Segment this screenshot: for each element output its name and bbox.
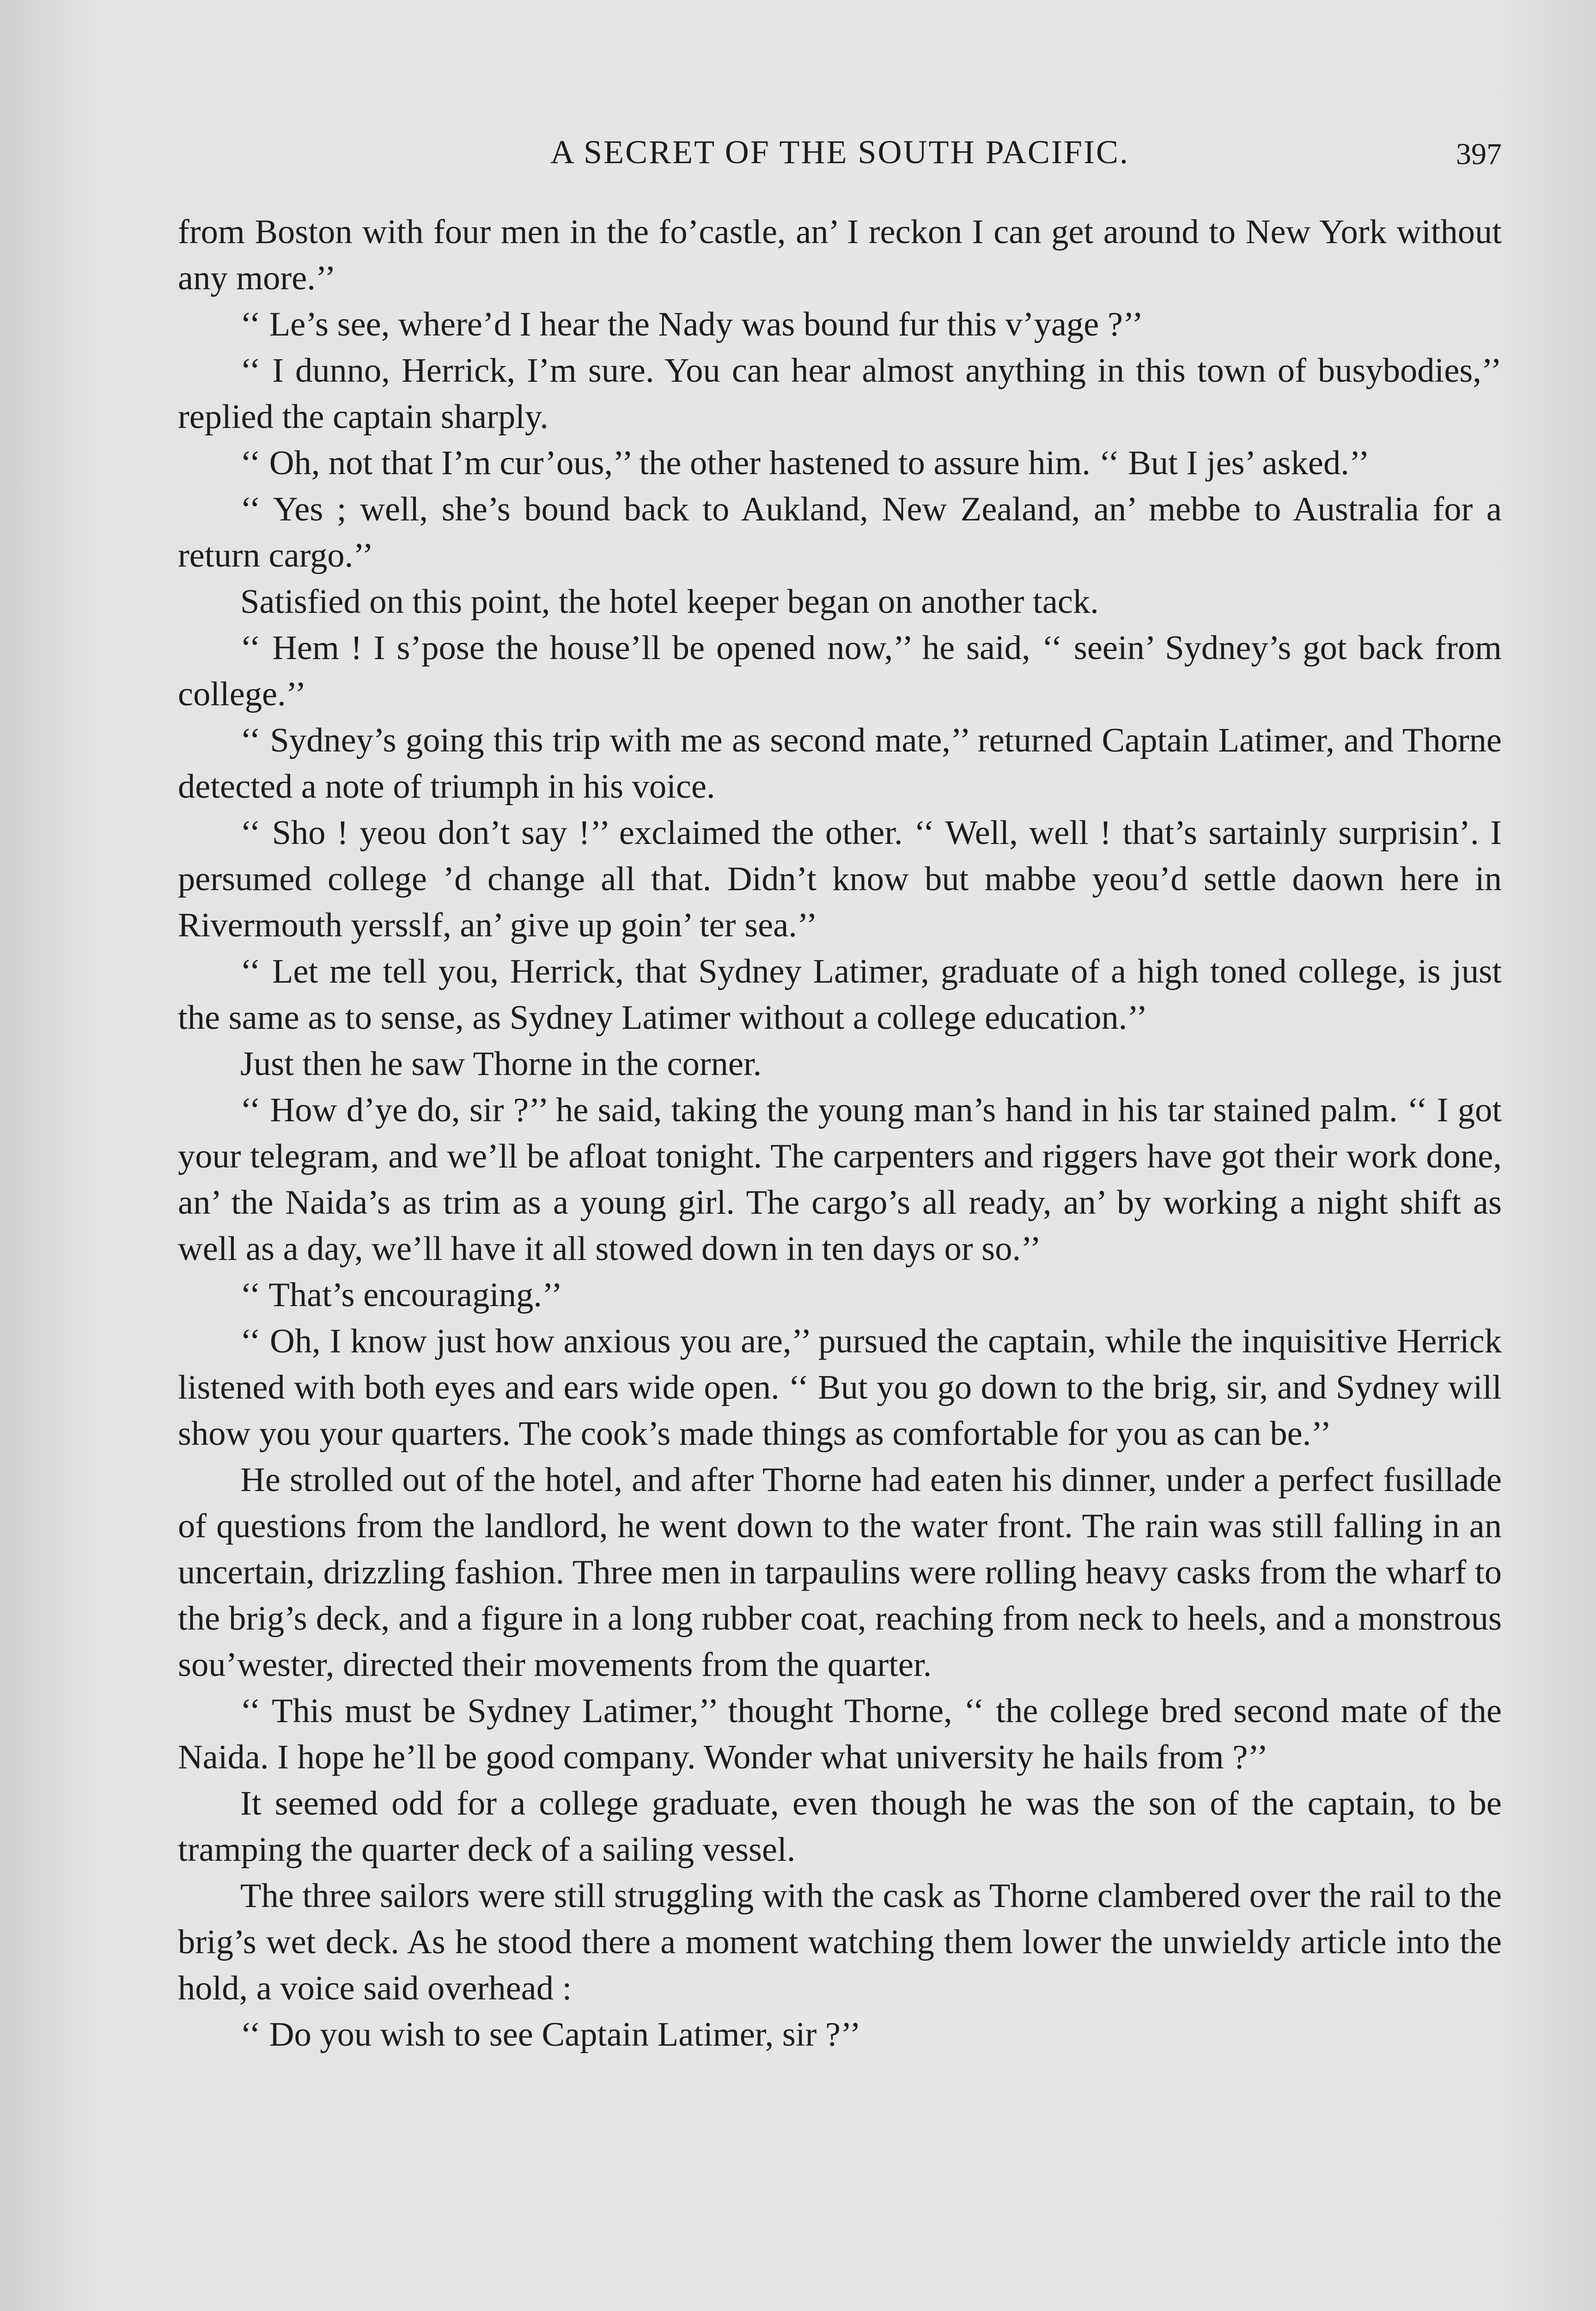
paragraph: ‘‘ This must be Sydney Latimer,’’ thought Thorne, ‘‘ the college bred second mate of the Naida. I hope he’ll be good company. Wonder what university he hails from ?’’ [178, 1692, 1502, 1776]
paragraph: Just then he saw Thorne in the corner. [240, 1045, 762, 1083]
paragraph: from Boston with four men in the fo’castle, an’ I reckon I can get around to New York without any more.’’ [178, 213, 1502, 297]
paragraph: ‘‘ Hem ! I s’pose the house’ll be opened now,’’ he said, ‘‘ seein’ Sydney’s got back from college.’’ [178, 629, 1502, 713]
page-header [178, 133, 1502, 184]
paragraph: ‘‘ Oh, not that I’m cur’ous,’’ the other hastened to assure him. ‘‘ But I jes’ asked.’’ [240, 444, 1370, 482]
paragraph: ‘‘ I dunno, Herrick, I’m sure. You can hear almost anything in this town of busybodies,’’ replied the captain sharply. [178, 352, 1502, 436]
running-title: A SECRET OF THE SOUTH PACIFIC. [550, 134, 1129, 171]
paragraph: ‘‘ Yes ; well, she’s bound back to Aukland, New Zealand, an’ mebbe to Australia for a return cargo.’’ [178, 490, 1502, 575]
paragraph: ‘‘ Sydney’s going this trip with me as second mate,’’ returned Captain Latimer, and Thorne detected a note of triumph in his voice. [178, 721, 1502, 806]
paragraph: He strolled out of the hotel, and after Thorne had eaten his dinner, under a perfect fusillade of questions from the landlord, he went down to the water front. The rain was still falling in an uncertain, drizzling fashion. Three men in tarpaulins were rolling heavy casks from the wharf to the brig’s deck, and a figure in a long rubber coat, reaching from neck to heels, and a monstrous sou’wester, directed their movements from the quarter. [178, 1461, 1502, 1684]
paragraph: ‘‘ Sho ! yeou don’t say !’’ exclaimed the other. ‘‘ Well, well ! that’s sartainly surprisin’. I persumed college ’d change all that. Didn’t know but mabbe yeou’d settle daown here in Rivermouth yersslf, an’ give up goin’ ter sea.’’ [178, 814, 1502, 944]
paragraph: ‘‘ Oh, I know just how anxious you are,’’ pursued the captain, while the inquisitive Herrick listened with both eyes and ears wide open. ‘‘ But you go down to the brig, sir, and Sydney will show you your quarters. The cook’s made things as comfortable for you as can be.’’ [178, 1322, 1502, 1453]
paragraph: It seemed odd for a college graduate, even though he was the son of the captain, to be tramping the quarter deck of a sailing vessel. [178, 1785, 1502, 1869]
paragraph: ‘‘ Le’s see, where’d I hear the Nady was bound fur this v’yage ?’’ [240, 306, 1144, 343]
paragraph: ‘‘ How d’ye do, sir ?’’ he said, taking the young man’s hand in his tar stained palm. ‘‘ I got your telegram, and we’ll be afloat tonight. The carpenters and riggers have got their work done, an’ the Naida’s as trim as a young girl. The cargo’s all ready, an’ by working a night shift as well as a day, we’ll have it all stowed down in ten days or so.’’ [178, 1091, 1502, 1268]
body-text [178, 209, 1502, 2058]
paragraph: The three sailors were still struggling with the cask as Thorne clambered over the rail to the brig’s wet deck. As he stood there a moment watching them lower the unwieldy article into the hold, a voice said overhead : [178, 1877, 1502, 2007]
paragraph: Satisfied on this point, the hotel keeper began on another tack. [240, 583, 1099, 621]
paragraph: ‘‘ That’s encouraging.’’ [240, 1276, 563, 1314]
page-number: 397 [1456, 137, 1502, 171]
paragraph: ‘‘ Let me tell you, Herrick, that Sydney Latimer, graduate of a high toned college, is just the same as to sense, as Sydney Latimer without a college education.’’ [178, 953, 1502, 1037]
paragraph: ‘‘ Do you wish to see Captain Latimer, sir ?’’ [240, 2016, 861, 2054]
